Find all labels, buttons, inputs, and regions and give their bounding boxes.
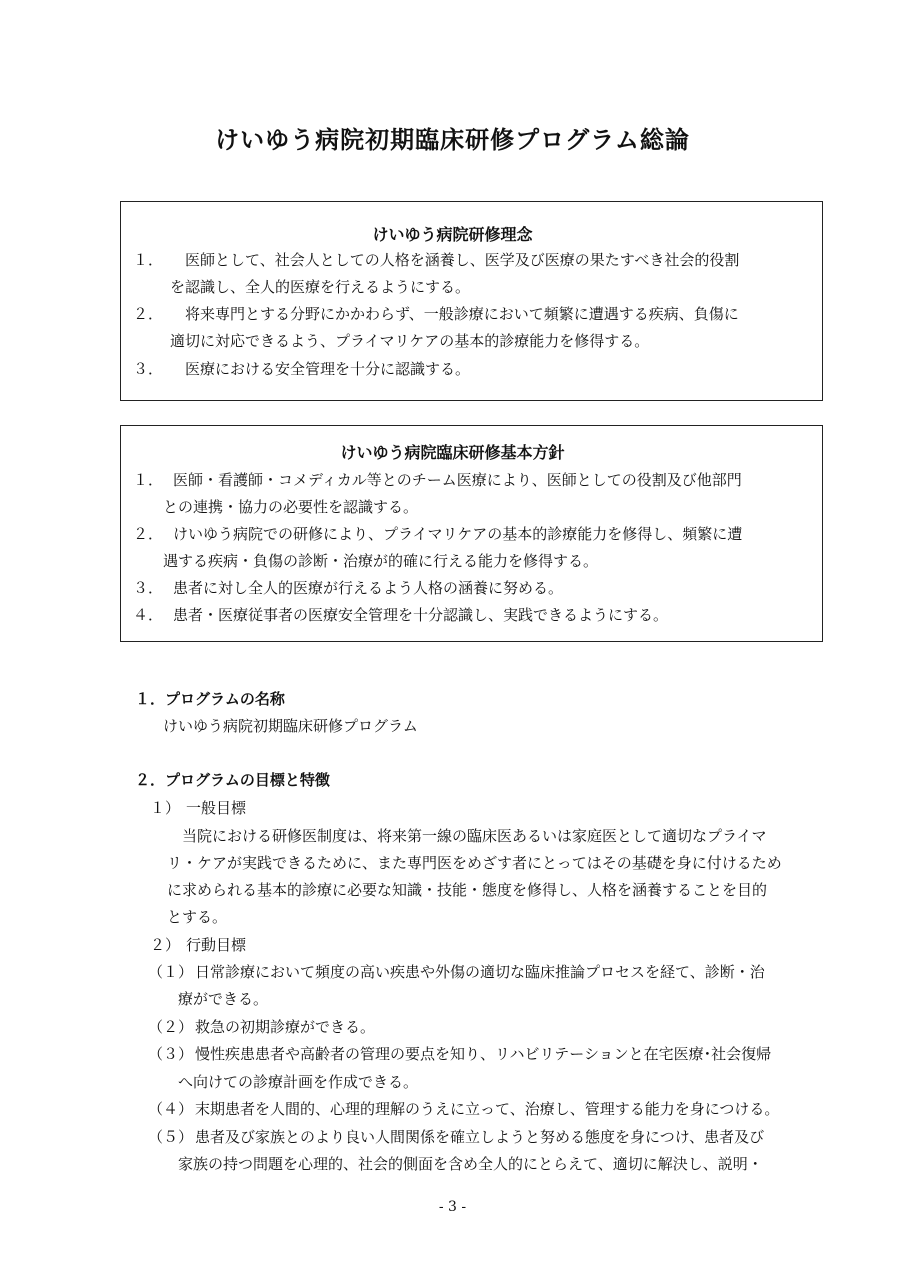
philosophy-item-2-num: ２． [133,305,164,323]
policy-item-2-line-2: 遇する疾病・負傷の診断・治療が的確に行える能力を修得する。 [163,552,599,570]
policy-item-1-num: １． [133,471,164,489]
page-number: - 3 - [438,1199,467,1215]
policy-item-3-num: ３． [133,579,164,597]
policy-item-4-num: ４． [133,606,164,624]
philosophy-item-3-num: ３． [133,360,164,378]
behavior-goal-label: ２） [150,936,181,954]
general-goal-label: １） [150,799,181,817]
policy-item-3-line-1: 患者に対し全人的医療が行えるよう人格の涵養に努める。 [173,579,564,597]
behavior-item-3-line-1: 慢性疾患患者や高齢者の管理の要点を知り、リハビリテーションと在宅医療･社会復帰 [195,1045,772,1063]
philosophy-item-3-line-1: 医療における安全管理を十分に認識する。 [185,360,471,378]
behavior-item-4-num: （４） [148,1100,194,1118]
general-goal-line-2: リ・ケアが実践できるために、また専門医をめざす者にとってはその基礎を身に付けるため [167,854,782,872]
philosophy-item-1-line-2: を認識し、全人的医療を行えるようにする。 [170,278,471,296]
policy-item-2-num: ２． [133,525,164,543]
section-1-heading: １．プログラムの名称 [135,690,285,708]
behavior-item-1-num: （１） [148,963,194,981]
policy-item-1-line-2: との連携・協力の必要性を認識する。 [163,498,419,516]
behavior-item-1-line-1: 日常診療において頻度の高い疾患や外傷の適切な臨床推論プロセスを経て、診断・治 [195,963,765,981]
policy-item-2-line-1: けいゆう病院での研修により、プライマリケアの基本的診療能力を修得し、頻繁に遭 [173,525,743,543]
behavior-item-2-line-1: 救急の初期診療ができる。 [195,1018,376,1036]
behavior-item-4-line-1: 末期患者を人間的、心理的理解のうえに立って、治療し、管理する能力を身につける。 [195,1100,780,1118]
philosophy-item-1-line-1: 医師として、社会人としての人格を涵養し、医学及び医療の果たすべき社会的役割 [185,251,740,269]
behavior-item-1-line-2: 療ができる。 [178,990,269,1008]
general-goal-line-1: 当院における研修医制度は、将来第一線の臨床医あるいは家庭医として適切なプライマ [182,827,767,845]
policy-item-4-line-1: 患者・医療従事者の医療安全管理を十分認識し、実践できるようにする。 [173,606,669,624]
section-2-heading: ２．プログラムの目標と特徴 [135,771,330,789]
behavior-item-3-line-2: へ向けての診療計画を作成できる。 [178,1073,419,1091]
philosophy-item-2-line-1: 将来専門とする分野にかかわらず、一般診療において頻繁に遭遇する疾病、負傷に [185,305,739,323]
behavior-goal-title: 行動目標 [186,936,247,954]
behavior-item-2-num: （２） [148,1018,194,1036]
philosophy-item-1-num: １． [133,251,164,269]
behavior-item-5-num: （５） [148,1128,194,1146]
general-goal-title: 一般目標 [186,799,247,817]
page-title: けいゆう病院初期臨床研修プログラム総論 [215,125,690,154]
behavior-item-3-num: （３） [148,1045,194,1063]
behavior-item-5-line-1: 患者及び家族とのより良い人間関係を確立しようと努める態度を身につけ、患者及び [195,1128,765,1146]
philosophy-item-2-line-2: 適切に対応できるよう、プライマリケアの基本的診療能力を修得する。 [170,332,650,350]
philosophy-heading: けいゆう病院研修理念 [372,225,533,244]
section-1-body: けいゆう病院初期臨床研修プログラム [163,717,418,735]
behavior-item-5-line-2: 家族の持つ問題を心理的、社会的側面を含め全人的にとらえて、適切に解決し、説明・ [178,1155,763,1173]
policy-item-1-line-1: 医師・看護師・コメディカル等とのチーム医療により、医師としての役割及び他部門 [173,471,742,489]
general-goal-line-3: に求められる基本的診療に必要な知識・技能・態度を修得し、人格を涵養することを目的 [167,881,768,899]
general-goal-line-4: とする。 [167,908,228,926]
policy-heading: けいゆう病院臨床研修基本方針 [340,443,565,462]
